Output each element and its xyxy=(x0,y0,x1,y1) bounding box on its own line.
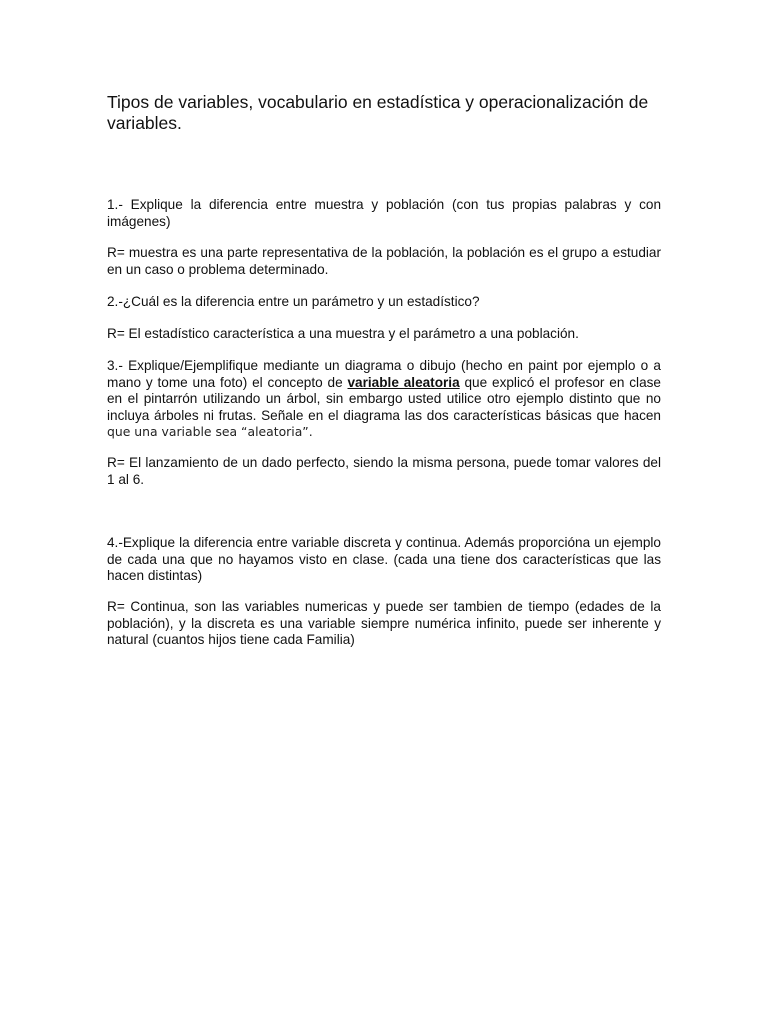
question-3-keyword: variable aleatoria xyxy=(347,374,460,390)
answer-3: R= El lanzamiento de un dado perfecto, siendo la misma persona, puede tomar valores del 1 al 6. xyxy=(107,455,661,487)
answer-1: R= muestra es una parte representativa de la población, la población es el grupo a estudiar en un caso o problema determinado. xyxy=(107,245,661,277)
answer-2: R= El estadístico característica a una muestra y el parámetro a una población. xyxy=(107,326,579,341)
question-3-tail: que una variable sea “aleatoria”. xyxy=(107,424,313,439)
question-3-after: que explicó el profesor en clase en el pintarrón utilizando un árbol, sin embargo usted utilice otro ejemplo distinto que no incluya árboles ni frutas. Señale en el diagrama las dos características básicas que hacen xyxy=(107,374,661,423)
question-3-before: 3.- Explique/Ejemplifique mediante un diagrama o dibujo (hecho en paint por ejemplo o a mano y tome una foto) el concepto de xyxy=(107,358,661,390)
question-1: 1.- Explique la diferencia entre muestra y población (con tus propias palabras y con imágenes) xyxy=(107,197,661,229)
answer-4: R= Continua, son las variables numericas y puede ser tambien de tiempo (edades de la población), y la discreta es una variable siempre numérica infinito, puede ser inherente y natural (cuantos hijos tiene cada Familia) xyxy=(107,599,661,647)
document-title: Tipos de variables, vocabulario en estadística y operacionalización de variables. xyxy=(107,92,649,133)
question-4: 4.-Explique la diferencia entre variable discreta y continua. Además proporcióna un ejemplo de cada una que no hayamos visto en clase. (cada una tiene dos características que las hacen distintas) xyxy=(107,535,661,583)
question-2: 2.-¿Cuál es la diferencia entre un parámetro y un estadístico? xyxy=(107,294,480,309)
question-3 xyxy=(107,358,661,441)
